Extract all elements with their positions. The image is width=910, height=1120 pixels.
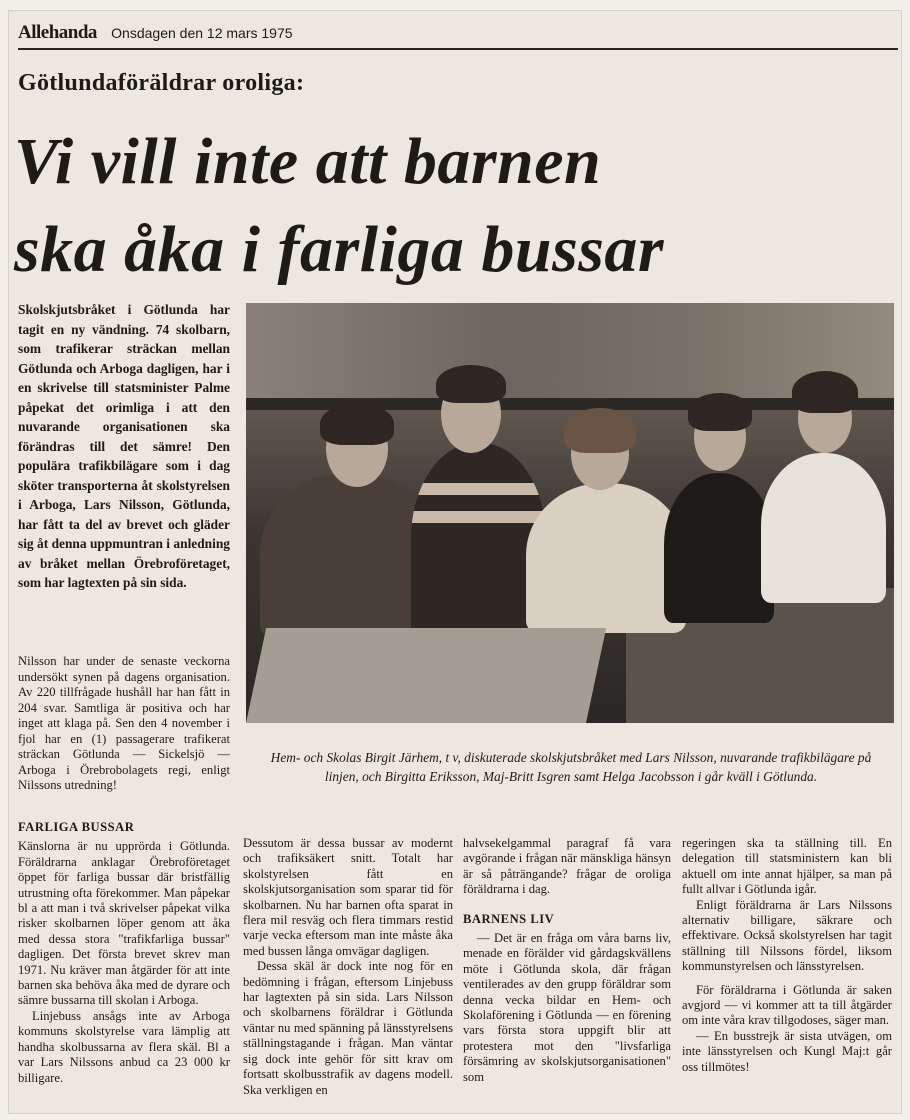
headline	[14, 118, 894, 294]
column-4-paragraph-3: För föräldrarna i Götlunda är saken avgjord — vi kommer att ta till åtgärder om inte våra krav tillgodoses, säger man.	[682, 982, 892, 1028]
person-3-hair	[564, 408, 636, 453]
photo-caption: Hem- och Skolas Birgit Järhem, t v, diskuterade skolskjutsbråket med Lars Nilsson, nuvarande trafikbilägare på linjen, och Birgitta Eriksson, Maj-Britt Isgren samt Helga Jacobsson i går kväll i Götlunda.	[270, 750, 872, 784]
person-4-hair	[688, 393, 752, 431]
column-3-paragraph-2: — Det är en fråga om våra barns liv, menade en förälder vid gårdagskvällens möte i Götlunda skola, där frågan ventilerades av den grupp föräldrar som denna vecka bildar en Hem- och Skolaförening i Götlunda — en förening vars första stora uppgift blir att protestera mot den "livsfarliga försämring av skolskjutsorganisationen" som	[463, 931, 671, 1084]
column-2-paragraph-1: Dessutom är dessa bussar av modernt och trafiksäkert snitt. Totalt har skolstyrelsen fått en skolskjutsorganisation som sparar tid för skolbarnen. Nu har barnen ofta sparat in flera mil resväg och flera timmars restid varje vecka eftersom man inte måste åka med bussen långa omvägar dagligen.	[243, 836, 453, 958]
headline-line-2: ska åka i farliga bussar	[14, 213, 665, 286]
column-2-paragraph-2: Dessa skäl är dock inte nog för en bedömning i frågan, eftersom Linjebuss har lagtexten på sin sida. Lars Nilsson och skolbarnens föräldrar i Götlunda väntar nu med spänning på länsstyrelsens ställningstagande i frågan. Man väntar sig dock inte gehör för sitt krav om fortsatt skolbusstrafik av dagens modell. Ska verkligen en	[243, 959, 453, 1097]
article-column-2	[243, 836, 453, 1098]
lead-paragraph: Skolskjutsbråket i Götlunda har tagit en ny vändning. 74 skolbarn, som trafikerar sträckan mellan Götlunda och Arboga dagligen, har i en skrivelse till statsminister Palme påpekat det orimliga i att den nuvarande organisationen ska förändras till det sämre! Den populära trafikbilägare som i dag sköter transporterna åt skolstyrelsen i Arboga, Lars Nilsson, Götlunda, har fått ta del av brevet och gläder sig åt denna uppmuntran i anledning av bråket mellan Örebroföretaget, som har lagtexten på sin sida.	[18, 302, 230, 590]
kicker: Götlundaföräldrar oroliga:	[18, 70, 305, 96]
photo-table-left	[246, 628, 606, 723]
person-3	[526, 483, 686, 633]
person-2-hair	[436, 365, 506, 403]
newspaper-name: Allehanda	[18, 22, 97, 43]
masthead-rule	[18, 48, 898, 50]
column-4-paragraph-1: regeringen ska ta ställning till. En delegation till statsministern kan bli aktuell om inte annat hjälper, sa man på fullt allvar i Götlunda igår.	[682, 836, 892, 897]
masthead	[18, 22, 898, 44]
person-4	[664, 473, 774, 623]
headline-line-1: Vi vill inte att barnen	[14, 125, 602, 198]
column-1-paragraph-2: Linjebuss ansågs inte av Arboga kommuns skolstyrelse vara lämplig att handha skolbussarna av flera skäl. Bl a var Lars Nilssons anbud ca 23 000 kr billigare.	[18, 1008, 230, 1085]
lead-paragraph-2: Nilsson har under de senaste veckorna undersökt synen på dagens organisation. Av 220 tillfrågade hushåll har han fått in 204 svar. Samtliga är positiva och har inget att klaga på. Sen den 4 november i fjol har en (1) passagerare trafikerat sträckan Götlunda — Sickelsjö — Arboga i Örebrobolagets regi, enligt Nilssons utredning!	[18, 654, 230, 792]
news-photo	[246, 303, 894, 723]
column-3-paragraph-1: halvsekelgammal paragraf få vara avgörande i frågan när mänskliga hänsyn är så påträngande? frågar de oroliga föräldrarna i dag.	[463, 836, 671, 897]
article-column-1	[18, 820, 230, 1086]
person-5-hair	[792, 371, 858, 413]
column-4-paragraph-2: Enligt föräldrarna är Lars Nilssons alternativ billigare, säkrare och effektivare. Också skolstyrelsen har tagit ställning till Nilssons fördel, liksom kommunstyrelsen och länsstyrelsen.	[682, 897, 892, 974]
subheading-barnens-liv: BARNENS LIV	[463, 911, 555, 926]
subheading-farliga-bussar: FARLIGA BUSSAR	[18, 820, 135, 834]
person-1-hair	[320, 403, 394, 445]
person-5	[761, 453, 886, 603]
column-4-paragraph-4: — En busstrejk är sista utvägen, om inte länsstyrelsen och Kungl Maj:t går oss tillmötes!	[682, 1028, 892, 1074]
article-column-4	[682, 836, 892, 1075]
article-column-3	[463, 836, 671, 1085]
issue-date: Onsdagen den 12 mars 1975	[111, 25, 293, 41]
column-1-paragraph-1: Känslorna är nu upprörda i Götlunda. Föräldrarna anklagar Örebroföretaget öppet för farliga bussar där bristfällig utrustning ofta förekommer. Man påpekar bl a att man i två skrivelser påpekat vilka risker skolbarnen löper genom att åka med dessa stora "trafikfarliga bussar" dagligen. Det första brevet skrev man 1971. Nu kräver man åtgärder för att inte barnen ska behöva åka med de dyrare och sämre bussarna till skolan i Arboga.	[18, 839, 230, 1008]
